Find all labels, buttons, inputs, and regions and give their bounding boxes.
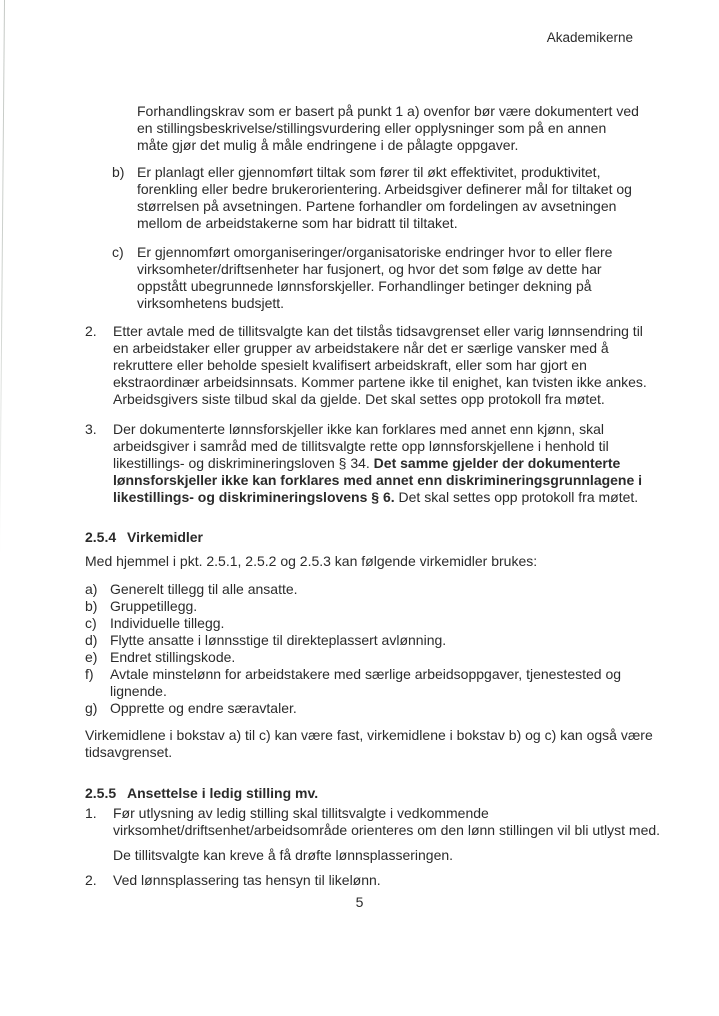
list-item-f	[85, 666, 633, 700]
text-line: mellom de arbeidstakerne som har bidratt til tiltaket.	[137, 215, 458, 231]
list-item-label: d)	[85, 632, 98, 648]
text-line: Virkemidlene i bokstav a) til c) kan være fast, virkemidlene i bokstav b) og c) kan også være	[85, 727, 653, 743]
list-item-body	[113, 323, 647, 408]
numbered-item-2-255	[85, 872, 633, 889]
text-line: ekstraordinær arbeidsinnsats. Kommer partene ikke til enighet, kan tvisten ikke ankes.	[113, 374, 647, 390]
list-item-label: 2.	[85, 872, 97, 888]
list-item-a	[85, 581, 633, 598]
section-number: 2.5.5	[85, 785, 117, 801]
text-line: Generelt tillegg til alle ansatte.	[110, 581, 298, 597]
text-line: størrelsen på avsetningen. Partene forhandler om fordelingen av avsetningen	[137, 198, 617, 214]
text-line: tidsavgrenset.	[85, 744, 173, 760]
text-line: Arbeidsgivers siste tilbud skal da gjelde. Det skal settes opp protokoll fra møtet.	[113, 391, 605, 407]
text-line: Forhandlingskrav som er basert på punkt 1 a) ovenfor bør være dokumentert ved	[137, 103, 639, 119]
list-item-label: c)	[85, 615, 97, 631]
list-item-body	[113, 421, 642, 506]
text-line: Individuelle tillegg.	[110, 615, 225, 631]
text-line: De tillitsvalgte kan kreve å få drøfte lønnsplasseringen.	[113, 847, 454, 863]
text-line: Der dokumenterte lønnsforskjeller ikke kan forklares med annet enn kjønn, skal	[113, 421, 604, 437]
list-item-g	[85, 700, 633, 717]
numbered-item-2	[85, 323, 647, 408]
numbered-item-3	[85, 421, 643, 506]
section-heading-2-5-5	[85, 785, 633, 802]
list-item-label: f)	[85, 666, 94, 682]
text-line: Gruppetillegg.	[110, 598, 198, 614]
list-item-body	[137, 244, 612, 312]
text-line: virksomhet/driftsenhet/arbeidsområde orienteres om den lønn stillingen vil bli utlyst med.	[113, 822, 661, 838]
list-item-c	[112, 244, 633, 312]
text-line: en stillingsbeskrivelse/stillingsvurdering eller opplysninger som på en annen	[137, 120, 607, 136]
text-line: Opprette og endre særavtaler.	[110, 700, 297, 716]
list-item-label: a)	[85, 581, 98, 597]
letter-list-bc	[85, 164, 633, 312]
text-line: Er planlagt eller gjennomført tiltak som fører til økt effektivitet, produktivitet,	[137, 164, 601, 180]
section-number: 2.5.4	[85, 529, 117, 545]
section-title: Ansettelse i ledig stilling mv.	[127, 785, 319, 801]
text-run-bold: likestillings- og diskrimineringslovens § 6.	[113, 489, 395, 505]
text-run: likestillings- og diskrimineringsloven § 34.	[113, 455, 374, 471]
text-line: virksomheter/driftsenheter har fusjonert, og hvor det som følge av dette har	[137, 261, 602, 277]
document-body	[85, 103, 661, 889]
text-run: Det skal settes opp protokoll fra møtet.	[394, 489, 639, 505]
text-line: Endret stillingskode.	[110, 649, 236, 665]
list-item-label: c)	[112, 244, 124, 260]
section-title: Virkemidler	[127, 529, 204, 545]
text-line: virksomhetens budsjett.	[137, 295, 285, 311]
sub-paragraph	[113, 847, 633, 864]
text-run-bold: Det samme gjelder der dokumenterte	[373, 455, 621, 471]
text-line: Flytte ansatte i lønnsstige til direkteplassert avlønning.	[110, 632, 447, 648]
list-item-body	[137, 164, 632, 232]
list-item-label: 3.	[85, 421, 97, 437]
list-item-label: e)	[85, 649, 98, 665]
text-line: Ved lønnsplassering tas hensyn til likelønn.	[113, 872, 381, 888]
intro-paragraph	[137, 103, 639, 154]
virkemidler-list	[85, 581, 633, 717]
list-item-label: 1.	[85, 805, 97, 821]
text-line: Avtale minstelønn for arbeidstakere med særlige arbeidsoppgaver, tjenestested og	[110, 666, 622, 682]
list-item-label: 2.	[85, 323, 97, 339]
text-line: rekruttere eller beholde spesielt kvalifisert arbeidskraft, eller som har gjort en	[113, 357, 587, 373]
list-item-label: b)	[112, 164, 125, 180]
text-line: lignende.	[110, 683, 167, 699]
text-line-bold: lønnsforskjeller ikke kan forklares med annet enn diskrimineringsgrunnlagene i	[113, 472, 643, 488]
list-item-e	[85, 649, 633, 666]
page-number: 5	[355, 894, 364, 910]
text-line: Etter avtale med de tillitsvalgte kan det tilstås tidsavgrenset eller varig lønnsendring til	[113, 323, 643, 339]
numbered-item-1-255	[85, 805, 661, 839]
list-item-b	[112, 164, 633, 232]
virkemidler-note	[85, 727, 653, 761]
section-heading-2-5-4	[85, 529, 633, 546]
list-item-c2	[85, 615, 633, 632]
list-item-b2	[85, 598, 633, 615]
text-line: en arbeidstaker eller grupper av arbeidstakere når det er særlige vansker med å	[113, 340, 609, 356]
text-line: forenkling eller bedre brukerorientering. Arbeidsgiver definerer mål for tiltaket og	[137, 181, 632, 197]
text-line-mixed	[113, 489, 642, 506]
header-org-name: Akademikerne	[546, 30, 633, 45]
list-item-d	[85, 632, 633, 649]
text-line: arbeidsgiver i samråd med de tillitsvalgte rette opp lønnsforskjellene i henhold til	[113, 438, 609, 454]
text-line: oppstått ubegrunnede lønnsforskjeller. Forhandlinger betinger dekning på	[137, 278, 592, 294]
text-line-mixed	[113, 455, 642, 472]
scan-artifact-line	[0, 0, 5, 560]
list-item-label: b)	[85, 598, 98, 614]
text-line: Før utlysning av ledig stilling skal tillitsvalgte i vedkommende	[113, 805, 489, 821]
text-line: Er gjennomført omorganiseringer/organisatoriske endringer hvor to eller flere	[137, 244, 613, 260]
section-intro: Med hjemmel i pkt. 2.5.1, 2.5.2 og 2.5.3 kan følgende virkemidler brukes:	[85, 553, 538, 569]
text-line: måte gjør det mulig å måle endringene i de pålagte oppgaver.	[137, 137, 519, 153]
list-item-label: g)	[85, 700, 98, 716]
